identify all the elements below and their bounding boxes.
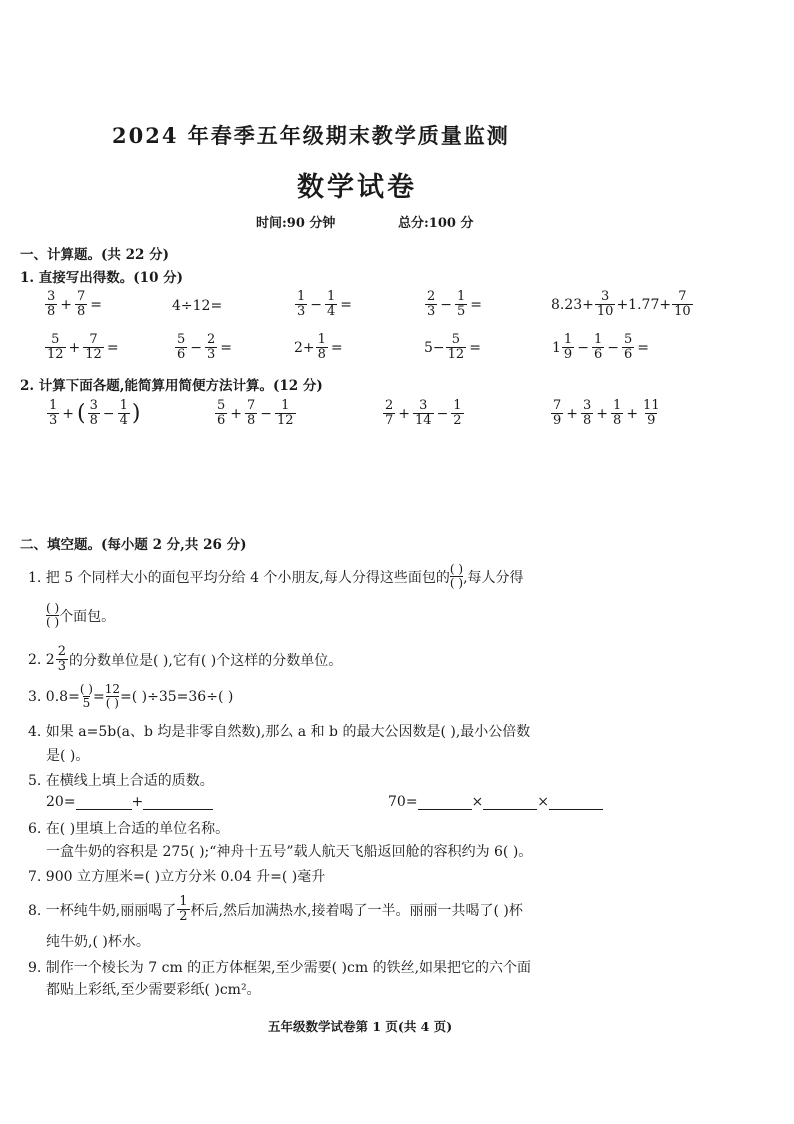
- calc-r2-a: $\frac{5}{12}$ + $\frac{7}{12}$ =: [47, 332, 119, 362]
- fill-q5: 5. 在横线上填上合适的质数。: [28, 773, 214, 789]
- fraction: $\frac{3}{8}$: [47, 289, 56, 319]
- fraction: $\frac{1}{2}$: [453, 398, 462, 428]
- fill-q2: 2. 2 $\frac{2}{3}$ 的分数单位是( ),它有( )个这样的分数单位。: [28, 644, 343, 674]
- fill-q5-b: 70= × ×: [388, 794, 603, 810]
- exam-title: 2024 年春季五年级期末教学质量监测: [112, 123, 510, 148]
- fraction: $\frac{3}{14}$: [415, 398, 432, 428]
- page-footer: 五年级数学试卷第 1 页(共 4 页): [268, 1019, 453, 1034]
- fraction: $\frac{5}{6}$: [177, 332, 186, 362]
- fraction: $\frac{7}{8}$: [247, 398, 256, 428]
- fraction: $\frac{1}{4}$: [119, 398, 128, 428]
- fraction: $\frac{1}{6}$: [593, 332, 603, 362]
- calc-r1-a: $\frac{3}{8}$ + $\frac{7}{8}$ =: [47, 289, 103, 319]
- calc2-a: $\frac{1}{3}$ + ( $\frac{3}{8}$ − $\frac{1}{4}$ ): [49, 398, 141, 428]
- calc-r1-c: $\frac{1}{3}$ − $\frac{1}{4}$ =: [297, 289, 353, 319]
- blank-fraction: ( ) 5: [79, 682, 93, 710]
- fraction: $\frac{1}{3}$: [49, 398, 58, 428]
- fill-q3: 3. 0.8= ( ) 5 = 12 ( ) =( )÷35=36÷( ): [28, 682, 234, 710]
- calc-r2-e: 1 $\frac{1}{9}$ − $\frac{1}{6}$ − $\frac{5}{6}$ =: [552, 332, 649, 362]
- fraction: $\frac{1}{12}$: [277, 398, 294, 428]
- fraction: $\frac{7}{12}$: [85, 332, 102, 362]
- fraction: $\frac{7}{8}$: [77, 289, 86, 319]
- fill-q8-line1: 8. 一杯纯牛奶,丽丽喝了 $\frac{1}{2}$ 杯后,然后加满热水,接着喝了一半。丽丽一共喝了( )杯: [28, 894, 523, 924]
- calc-r1-b: 4÷12=: [172, 298, 223, 314]
- fill-q6-line2: 一盒牛奶的容积是 275( );“神舟十五号”载人航天飞船返回舱的容积约为 6( )。: [46, 844, 533, 860]
- fraction: $\frac{1}{8}$: [613, 398, 622, 428]
- fill-q8-line2: 纯牛奶,( )杯水。: [46, 934, 150, 950]
- fraction: $\frac{5}{12}$: [447, 332, 465, 362]
- fill-q9-line2: 都贴上彩纸,至少需要彩纸( )cm²。: [46, 982, 261, 998]
- calc-r2-c: 2+ $\frac{1}{8}$ =: [294, 332, 343, 362]
- fraction: $\frac{2}{3}$: [57, 644, 66, 674]
- fill-q4-line2: 是( )。: [46, 748, 90, 764]
- fraction: $\frac{1}{2}$: [179, 894, 188, 924]
- fraction: $\frac{3}{8}$: [89, 398, 98, 428]
- q2-title: 2. 计算下面各题,能简算用简便方法计算。(12 分): [20, 378, 323, 394]
- exam-time: 时间:90 分钟: [256, 216, 336, 231]
- calc2-c: $\frac{2}{7}$ + $\frac{3}{14}$ − $\frac{1}{2}$: [385, 398, 462, 428]
- q1-title: 1. 直接写出得数。(10 分): [20, 270, 184, 286]
- fill-q1-line2: ( ) ( ) 个面包。: [46, 601, 116, 629]
- fill-q1-line1: 1. 把 5 个同样大小的面包平均分给 4 个小朋友,每人分得这些面包的 ( ) ( ) ,每人分得: [28, 562, 524, 590]
- fill-q4-line1: 4. 如果 a=5b(a、b 均是非零自然数),那么 a 和 b 的最大公因数是( ),最小公倍数: [28, 724, 531, 740]
- fraction: $\frac{5}{12}$: [47, 332, 64, 362]
- section2-title: 二、填空题。(每小题 2 分,共 26 分): [20, 537, 247, 553]
- fraction: $\frac{1}{8}$: [317, 332, 326, 362]
- fraction: $\frac{3}{10}$: [596, 289, 614, 319]
- fraction: $\frac{2}{3}$: [427, 289, 436, 319]
- fraction: $\frac{7}{10}$: [674, 289, 691, 319]
- calc-r1-e: 8.23+ $\frac{3}{10}$ +1.77+ $\frac{7}{10}$: [551, 289, 691, 319]
- calc-r2-b: $\frac{5}{6}$ − $\frac{2}{3}$ =: [177, 332, 233, 362]
- blank-fraction: ( ) ( ): [449, 562, 464, 590]
- fraction: $\frac{1}{3}$: [297, 289, 306, 319]
- calc-r1-d: $\frac{2}{3}$ − $\frac{1}{5}$ =: [427, 289, 483, 319]
- fraction: $\frac{11}{9}$: [643, 398, 660, 428]
- fraction: $\frac{1}{5}$: [457, 289, 466, 319]
- fraction: $\frac{7}{9}$: [553, 398, 562, 428]
- calc2-b: $\frac{5}{6}$ + $\frac{7}{8}$ − $\frac{1}{12}$: [217, 398, 294, 428]
- fill-q6: 6. 在( )里填上合适的单位名称。: [28, 821, 230, 837]
- exam-total-score: 总分:100 分: [398, 216, 474, 231]
- fraction: $\frac{1}{4}$: [327, 289, 336, 319]
- fraction: $\frac{3}{8}$: [583, 398, 592, 428]
- fraction: $\frac{1}{9}$: [563, 332, 573, 362]
- calc-r2-d: 5− $\frac{5}{12}$ =: [424, 332, 481, 362]
- fraction: $\frac{5}{6}$: [623, 332, 633, 362]
- fill-q9-line1: 9. 制作一个棱长为 7 cm 的正方体框架,至少需要( )cm 的铁丝,如果把它的六个面: [28, 960, 532, 976]
- section1-title: 一、计算题。(共 22 分): [20, 247, 169, 263]
- fraction: $\frac{2}{7}$: [385, 398, 394, 428]
- fraction: $\frac{2}{3}$: [207, 332, 216, 362]
- blank-fraction: ( ) ( ): [46, 601, 60, 629]
- fraction: $\frac{5}{6}$: [217, 398, 226, 428]
- calc2-d: $\frac{7}{9}$ + $\frac{3}{8}$ + $\frac{1}{8}$ + $\frac{11}{9}$: [553, 398, 660, 428]
- blank-fraction: 12 ( ): [104, 682, 121, 710]
- fill-q5-a: 20= +: [46, 794, 213, 810]
- fill-q7: 7. 900 立方厘米=( )立方分米 0.04 升=( )毫升: [28, 869, 326, 885]
- exam-subtitle: 数学试卷: [297, 172, 417, 203]
